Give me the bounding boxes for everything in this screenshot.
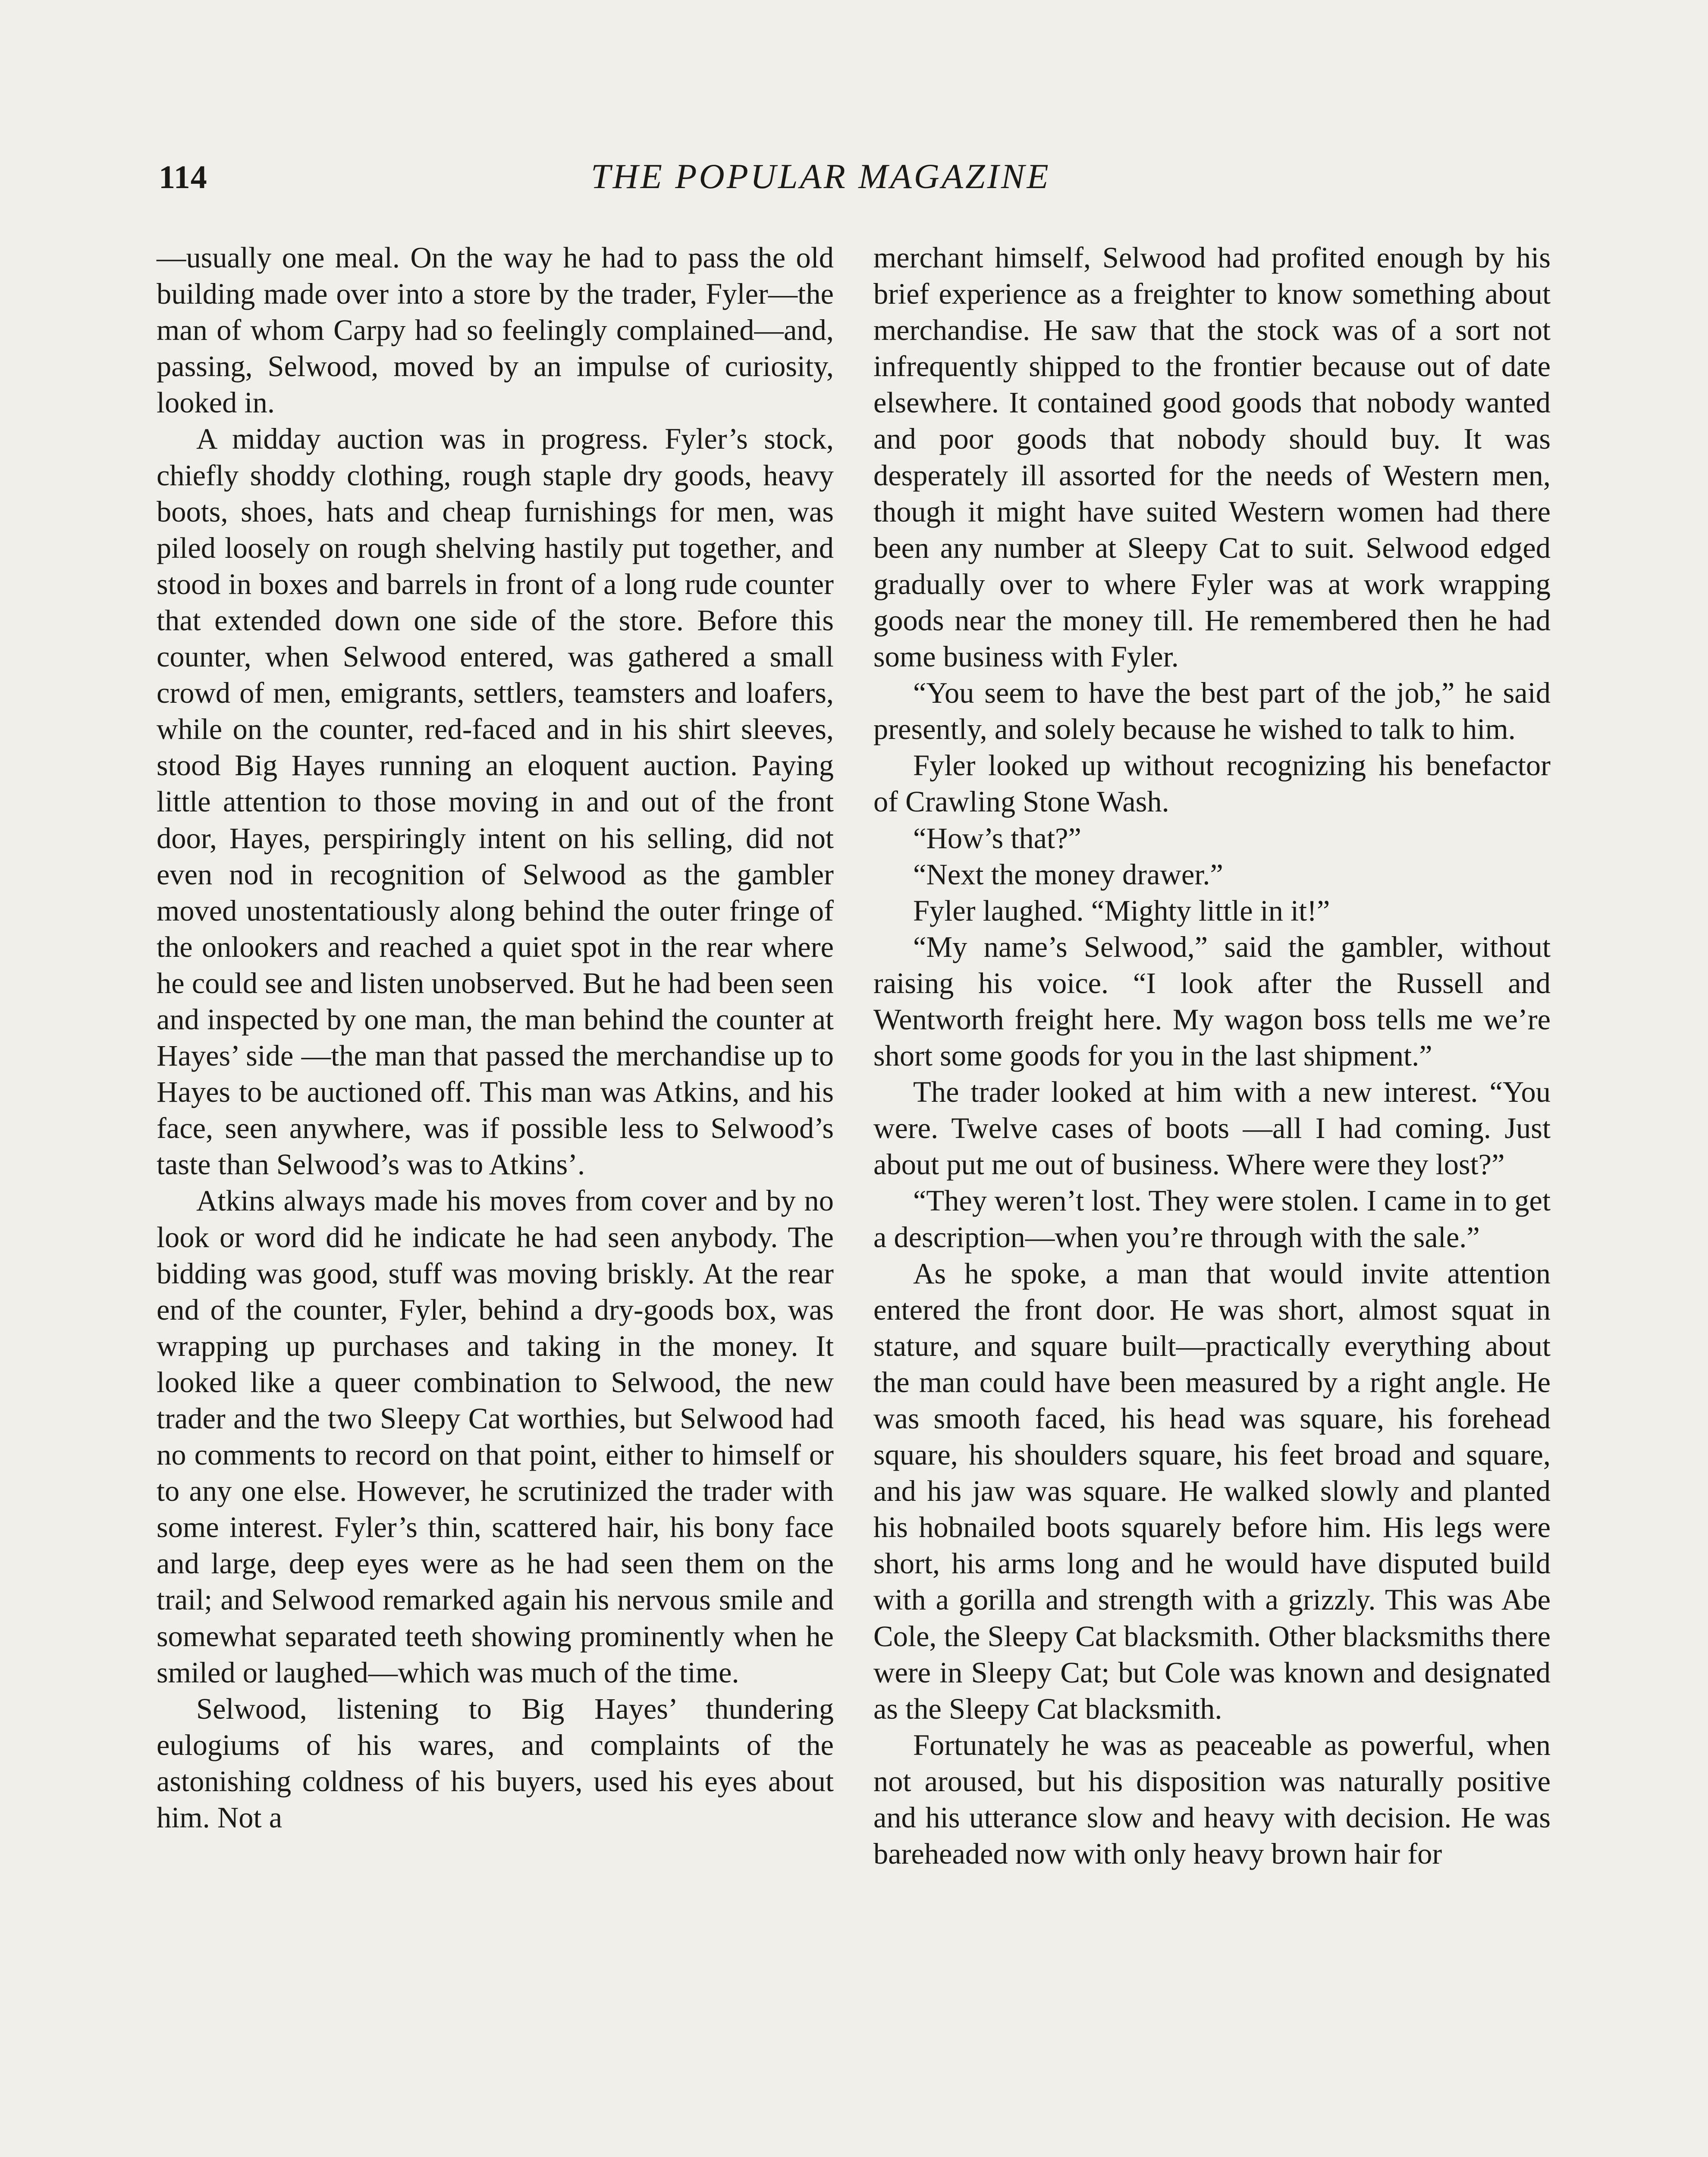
paragraph: As he spoke, a man that would invite attention entered the front door. He was short, almost squat in stature, and square built—practically everything about the man could have been measured by a right angle. He was smooth faced, his head was square, his forehead square, his shoulders square, his feet broad and square, and his jaw was square. He walked slowly and planted his hobnailed boots squarely before him. His legs were short, his arms long and he would have disputed build with a gorilla and strength with a grizzly. This was Abe Cole, the Sleepy Cat blacksmith. Other blacksmiths there were in Sleepy Cat; but Cole was known and designated as the Sleepy Cat blacksmith. — [873, 1257, 1551, 1725]
paragraph: merchant himself, Selwood had profited enough by his brief experience as a freighter to know something about merchandise. He saw that the stock was of a sort not infrequently shipped to the frontier because out of date elsewhere. It contained good goods that nobody wanted and poor goods that nobody should buy. It was desperately ill assorted for the needs of Western men, though it might have suited Western women had there been any number at Sleepy Cat to suit. Selwood edged gradually over to where Fyler was at work wrapping goods near the money till. He remembered then he had some business with Fyler. — [873, 241, 1551, 673]
paragraph: —usually one meal. On the way he had to pass the old building made over into a store by the trader, Fyler—the man of whom Carpy had so feelingly complained—and, passing, Selwood, moved by an impulse of curiosity, looked in. — [157, 241, 834, 419]
paragraph: Fyler laughed. “Mighty little in it!” — [913, 894, 1330, 927]
paragraph: “How’s that?” — [913, 821, 1081, 855]
paragraph: Selwood, listening to Big Hayes’ thundering eulogiums of his wares, and complaints of the astonishing coldness of his buyers, used his eyes about him. Not a — [157, 1692, 834, 1834]
paragraph: “My name’s Selwood,” said the gambler, without raising his voice. “I look after the Russell and Wentworth freight here. My wagon boss tells me we’re short some goods for you in the last shipment.” — [873, 930, 1551, 1072]
running-head: THE POPULAR MAGAZINE — [591, 157, 1051, 196]
paragraph: “They weren’t lost. They were stolen. I came in to get a description—when you’re through with the sale.” — [873, 1184, 1551, 1254]
paragraph: Fortunately he was as peaceable as powerful, when not aroused, but his disposition was naturally positive and his utterance slow and heavy with decision. He was bareheaded now with only heavy brown hair for — [873, 1728, 1551, 1871]
right-column — [873, 239, 1551, 1872]
paragraph: Atkins always made his moves from cover and by no look or word did he indicate he had seen anybody. The bidding was good, stuff was moving briskly. At the rear end of the counter, Fyler, behind a dry-goods box, was wrapping up purchases and taking in the money. It looked like a queer combination to Selwood, the new trader and the two Sleepy Cat worthies, but Selwood had no comments to record on that point, either to himself or to any one else. However, he scrutinized the trader with some interest. Fyler’s thin, scattered hair, his bony face and large, deep eyes were as he had seen them on the trail; and Selwood remarked again his nervous smile and somewhat separated teeth showing prominently when he smiled or laughed—which was much of the time. — [157, 1184, 834, 1689]
left-column — [157, 239, 834, 1836]
page-number: 114 — [159, 159, 207, 195]
paragraph: A midday auction was in progress. Fyler’s stock, chiefly shoddy clothing, rough staple dry goods, heavy boots, shoes, hats and cheap furnishings for men, was piled loosely on rough shelving hastily put together, and stood in boxes and barrels in front of a long rude counter that extended down one side of the store. Before this counter, when Selwood entered, was gathered a small crowd of men, emigrants, settlers, teamsters and loafers, while on the counter, red-faced and in his shirt sleeves, stood Big Hayes running an eloquent auction. Paying little attention to those moving in and out of the front door, Hayes, perspiringly intent on his selling, did not even nod in recognition of Selwood as the gambler moved unostentatiously along behind the outer fringe of the onlookers and reached a quiet spot in the rear where he could see and listen unobserved. But he had been seen and inspected by one man, the man behind the counter at Hayes’ side —the man that passed the merchandise up to Hayes to be auctioned off. This man was Atkins, and his face, seen anywhere, was if possible less to Selwood’s taste than Selwood’s was to Atkins’. — [157, 422, 834, 1181]
paragraph: Fyler looked up without recognizing his benefactor of Crawling Stone Wash. — [873, 749, 1551, 818]
paragraph: The trader looked at him with a new interest. “You were. Twelve cases of boots —all I had coming. Just about put me out of business. Where were they lost?” — [873, 1075, 1551, 1181]
paragraph: “Next the money drawer.” — [913, 858, 1223, 891]
paragraph: “You seem to have the best part of the job,” he said presently, and solely because he wished to talk to him. — [873, 676, 1551, 746]
